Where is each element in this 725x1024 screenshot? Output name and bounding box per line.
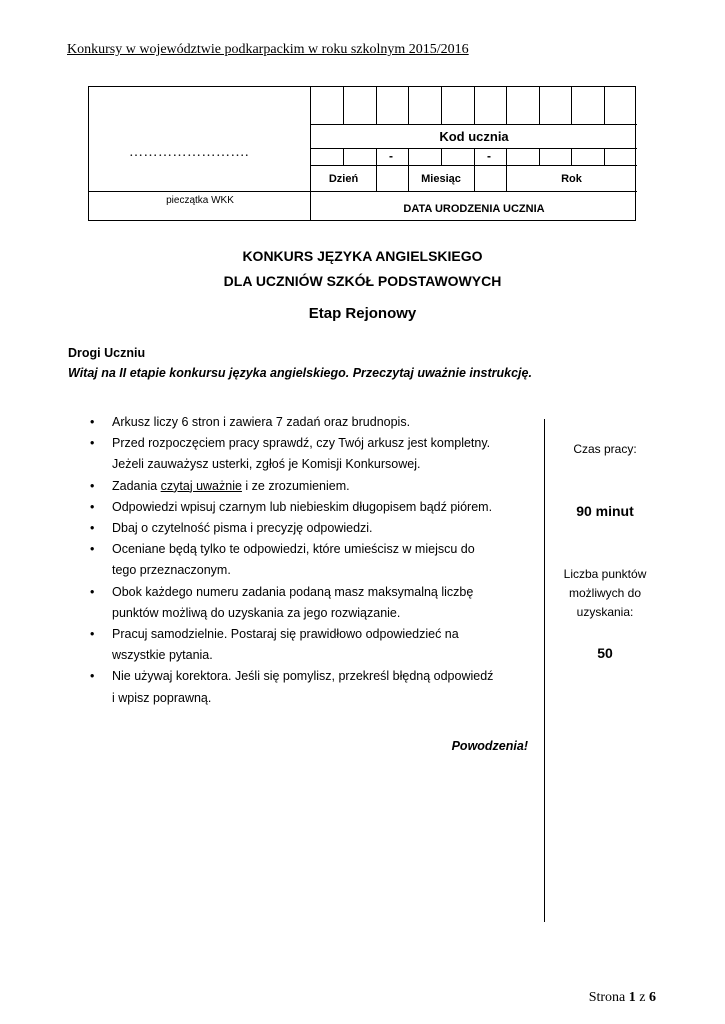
date-dash: - xyxy=(389,149,393,163)
contest-title-line2: DLA UCZNIÓW SZKÓŁ PODSTAWOWYCH xyxy=(223,273,502,289)
points-value: 50 xyxy=(597,645,613,661)
instructions-list xyxy=(90,412,530,709)
document-header: Konkursy w województwie podkarpackim w roku szkolnym 2015/2016 xyxy=(67,42,469,57)
list-item: • Oceniane będą tylko te odpowiedzi, które umieścisz w miejscu do tego przeznaczonym. xyxy=(90,542,475,578)
contest-title-line1: KONKURS JĘZYKA ANGIELSKIEGO xyxy=(242,248,483,264)
list-item: • Arkusz liczy 6 stron i zawiera 7 zadań oraz brudnopis. xyxy=(90,415,411,429)
date-dash: - xyxy=(487,149,491,163)
student-code-form xyxy=(88,86,636,221)
birth-date-label: DATA URODZENIA UCZNIA xyxy=(403,203,545,215)
contest-stage: Etap Rejonowy xyxy=(308,305,417,322)
points-label: Liczba punktów możliwych do uzyskania: xyxy=(563,567,647,619)
stamp-line xyxy=(89,191,311,192)
time-label: Czas pracy: xyxy=(573,442,637,456)
intro-text: Witaj na II etapie konkursu języka angielskiego. Przeczytaj uważnie instrukcję. xyxy=(68,366,532,380)
student-code-label: Kod ucznia xyxy=(439,129,509,144)
list-item: • Nie używaj korektora. Jeśli się pomylisz, przekreśl błędną odpowiedź i wpisz poprawną. xyxy=(90,669,494,705)
list-item: • Odpowiedzi wpisuj czarnym lub niebieskim długopisem bądź piórem. xyxy=(90,499,493,514)
time-value: 90 minut xyxy=(576,503,634,519)
column-separator xyxy=(544,419,545,922)
stamp-label: pieczątka WKK xyxy=(166,195,234,206)
month-label: Miesiąc xyxy=(421,173,461,185)
year-label: Rok xyxy=(561,173,582,185)
closing-text: Powodzenia! xyxy=(451,739,528,753)
list-item: • Zadania czytaj uważnie i ze zrozumieniem. xyxy=(90,478,350,493)
salutation: Drogi Uczniu xyxy=(68,346,146,360)
day-label: Dzień xyxy=(328,173,359,185)
grid-line xyxy=(311,191,637,192)
list-item: • Dbaj o czytelność pisma i precyzję odpowiedzi. xyxy=(90,521,373,536)
page-number: Strona 1 z 6 xyxy=(588,990,656,1005)
grid-line xyxy=(311,124,637,125)
signature-dots: ……………………. xyxy=(129,145,249,160)
list-item: • Pracuj samodzielnie. Postaraj się prawidłowo odpowiedzieć na wszystkie pytania. xyxy=(90,627,459,663)
list-item: • Obok każdego numeru zadania podaną masz maksymalną liczbę punktów możliwą do uzyskania za jego rozwiązanie. xyxy=(90,584,474,620)
list-item: • Przed rozpoczęciem pracy sprawdź, czy Twój arkusz jest kompletny. Jeżeli zauważysz usterki, zgłoś je Komisji Konkursowej. xyxy=(90,436,491,472)
